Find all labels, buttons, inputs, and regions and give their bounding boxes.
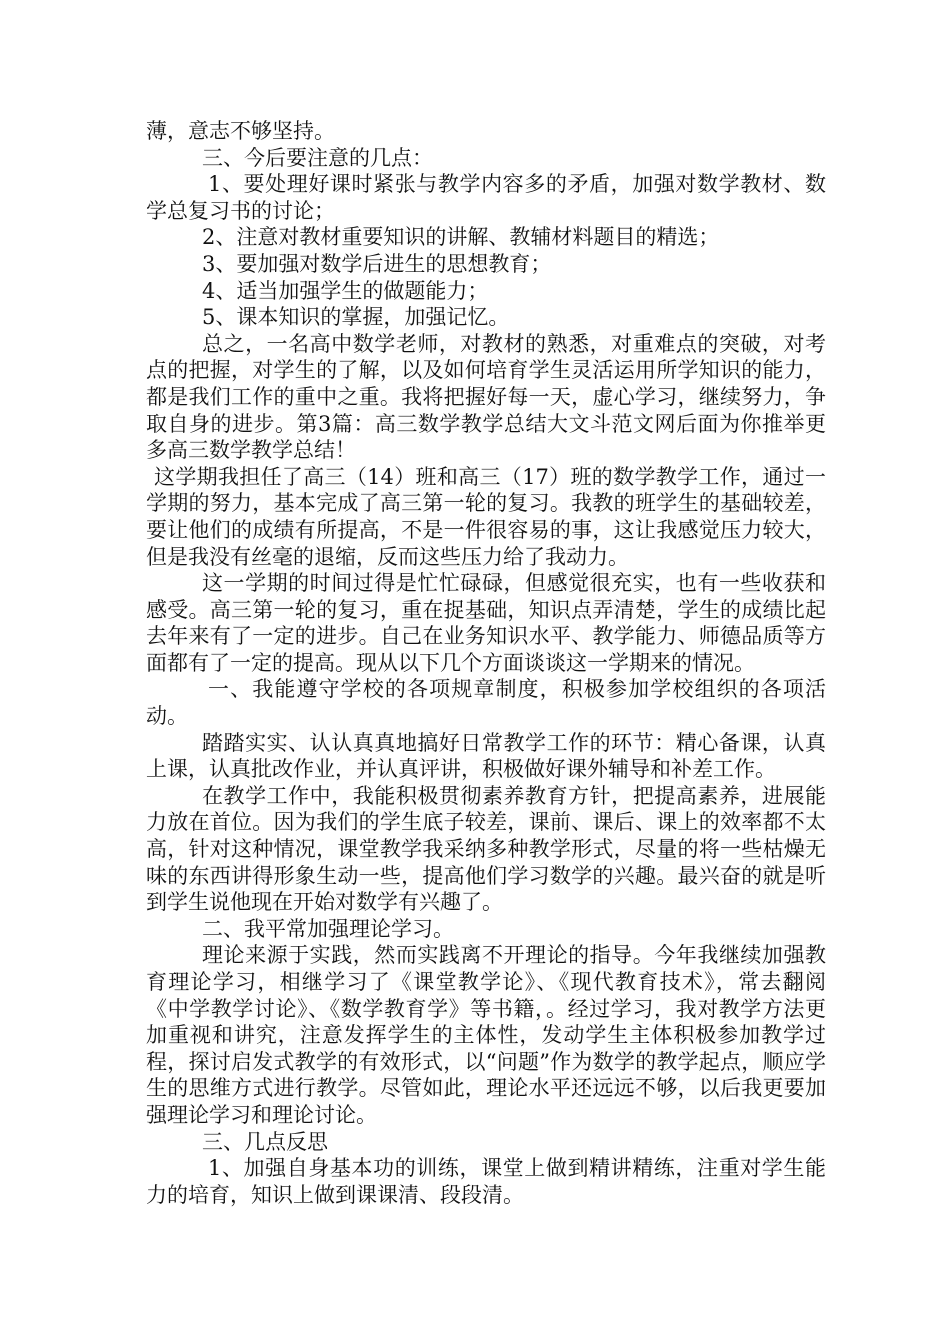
paragraph-8: 总之，一名高中数学老师，对教材的熟悉，对重难点的突破，对考点的把握，对学生的了解，以及如何培育学生灵活运用所学知识的能力，都是我们工作的重中之重。我将把握好每一天，虚心学习，继续努力，争取自身的进步。第3篇：高三数学教学总结大文斗范文网后面为你推举更多高三数学教学总结！ (146, 331, 826, 463)
paragraph-4: 2、注意对教材重要知识的讲解、教辅材料题目的精选； (202, 225, 720, 250)
paragraph-16: 三、几点反思 (202, 1129, 328, 1154)
paragraph-6: 4、适当加强学生的做题能力； (202, 278, 489, 303)
document-body (146, 118, 826, 1208)
paragraph-1: 薄，意志不够坚持。 (146, 119, 335, 143)
paragraph-10: 这一学期的时间过得是忙忙碌碌，但感觉很充实，也有一些收获和感受。高三第一轮的复习，重在捉基础，知识点弄清楚，学生的成绩比起去年来有了一定的进步。自己在业务知识水平、教学能力、师德品质等方面都有了一定的提高。现从以下几个方面谈谈这一学期来的情况。 (146, 571, 826, 675)
paragraph-13: 在教学工作中，我能积极贯彻素养教育方针，把提高素养，进展能力放在首位。因为我们的学生底子较差，课前、课后、课上的效率都不太高，针对这种情况，课堂教学我采纳多种教学形式，尽量的将一些枯燥无味的东西讲得形象生动一些，提高他们学习数学的兴趣。最兴奋的就是听到学生说他现在开始对数学有兴趣了。 (146, 783, 826, 915)
paragraph-5: 3、要加强对数学后进生的思想教育； (202, 251, 552, 276)
paragraph-7: 5、课本知识的掌握，加强记忆。 (202, 305, 510, 330)
paragraph-2: 三、今后要注意的几点： (202, 145, 433, 170)
paragraph-14: 二、我平常加强理论学习。 (202, 916, 454, 941)
paragraph-11: 一、我能遵守学校的各项规章制度，积极参加学校组织的各项活动。 (146, 677, 826, 729)
paragraph-3: 1、要处理好课时紧张与教学内容多的矛盾，加强对数学教材、数学总复习书的讨论； (146, 172, 826, 223)
paragraph-17: 1、加强自身基本功的训练，课堂上做到精讲精练，注重对学生能力的培育，知识上做到课课清、段段清。 (146, 1156, 826, 1207)
paragraph-9: 这学期我担任了高三（14）班和高三（17）班的数学教学工作，通过一学期的努力，基本完成了高三第一轮的复习。我教的班学生的基础较差，要让他们的成绩有所提高，不是一件很容易的事，这让我感觉压力较大，但是我没有丝毫的退缩，反而这些压力给了我动力。 (146, 464, 826, 569)
paragraph-12: 踏踏实实、认认真真地搞好日常教学工作的环节：精心备课，认真上课，认真批改作业，并认真评讲，积极做好课外辅导和补差工作。 (146, 730, 826, 782)
paragraph-15: 理论来源于实践，然而实践离不开理论的指导。今年我继续加强教育理论学习，相继学习了《课堂教学论》、《现代教育技术》，常去翻阅《中学教学讨论》、《数学教育学》等书籍，。经过学习，我对教学方法更加重视和讲究，注意发挥学生的主体性，发动学生主体积极参加教学过程，探讨启发式教学的有效形式，以“问题”作为数学的教学起点，顺应学生的思维方式进行教学。尽管如此，理论水平还远远不够，以后我更要加强理论学习和理论讨论。 (146, 943, 826, 1127)
